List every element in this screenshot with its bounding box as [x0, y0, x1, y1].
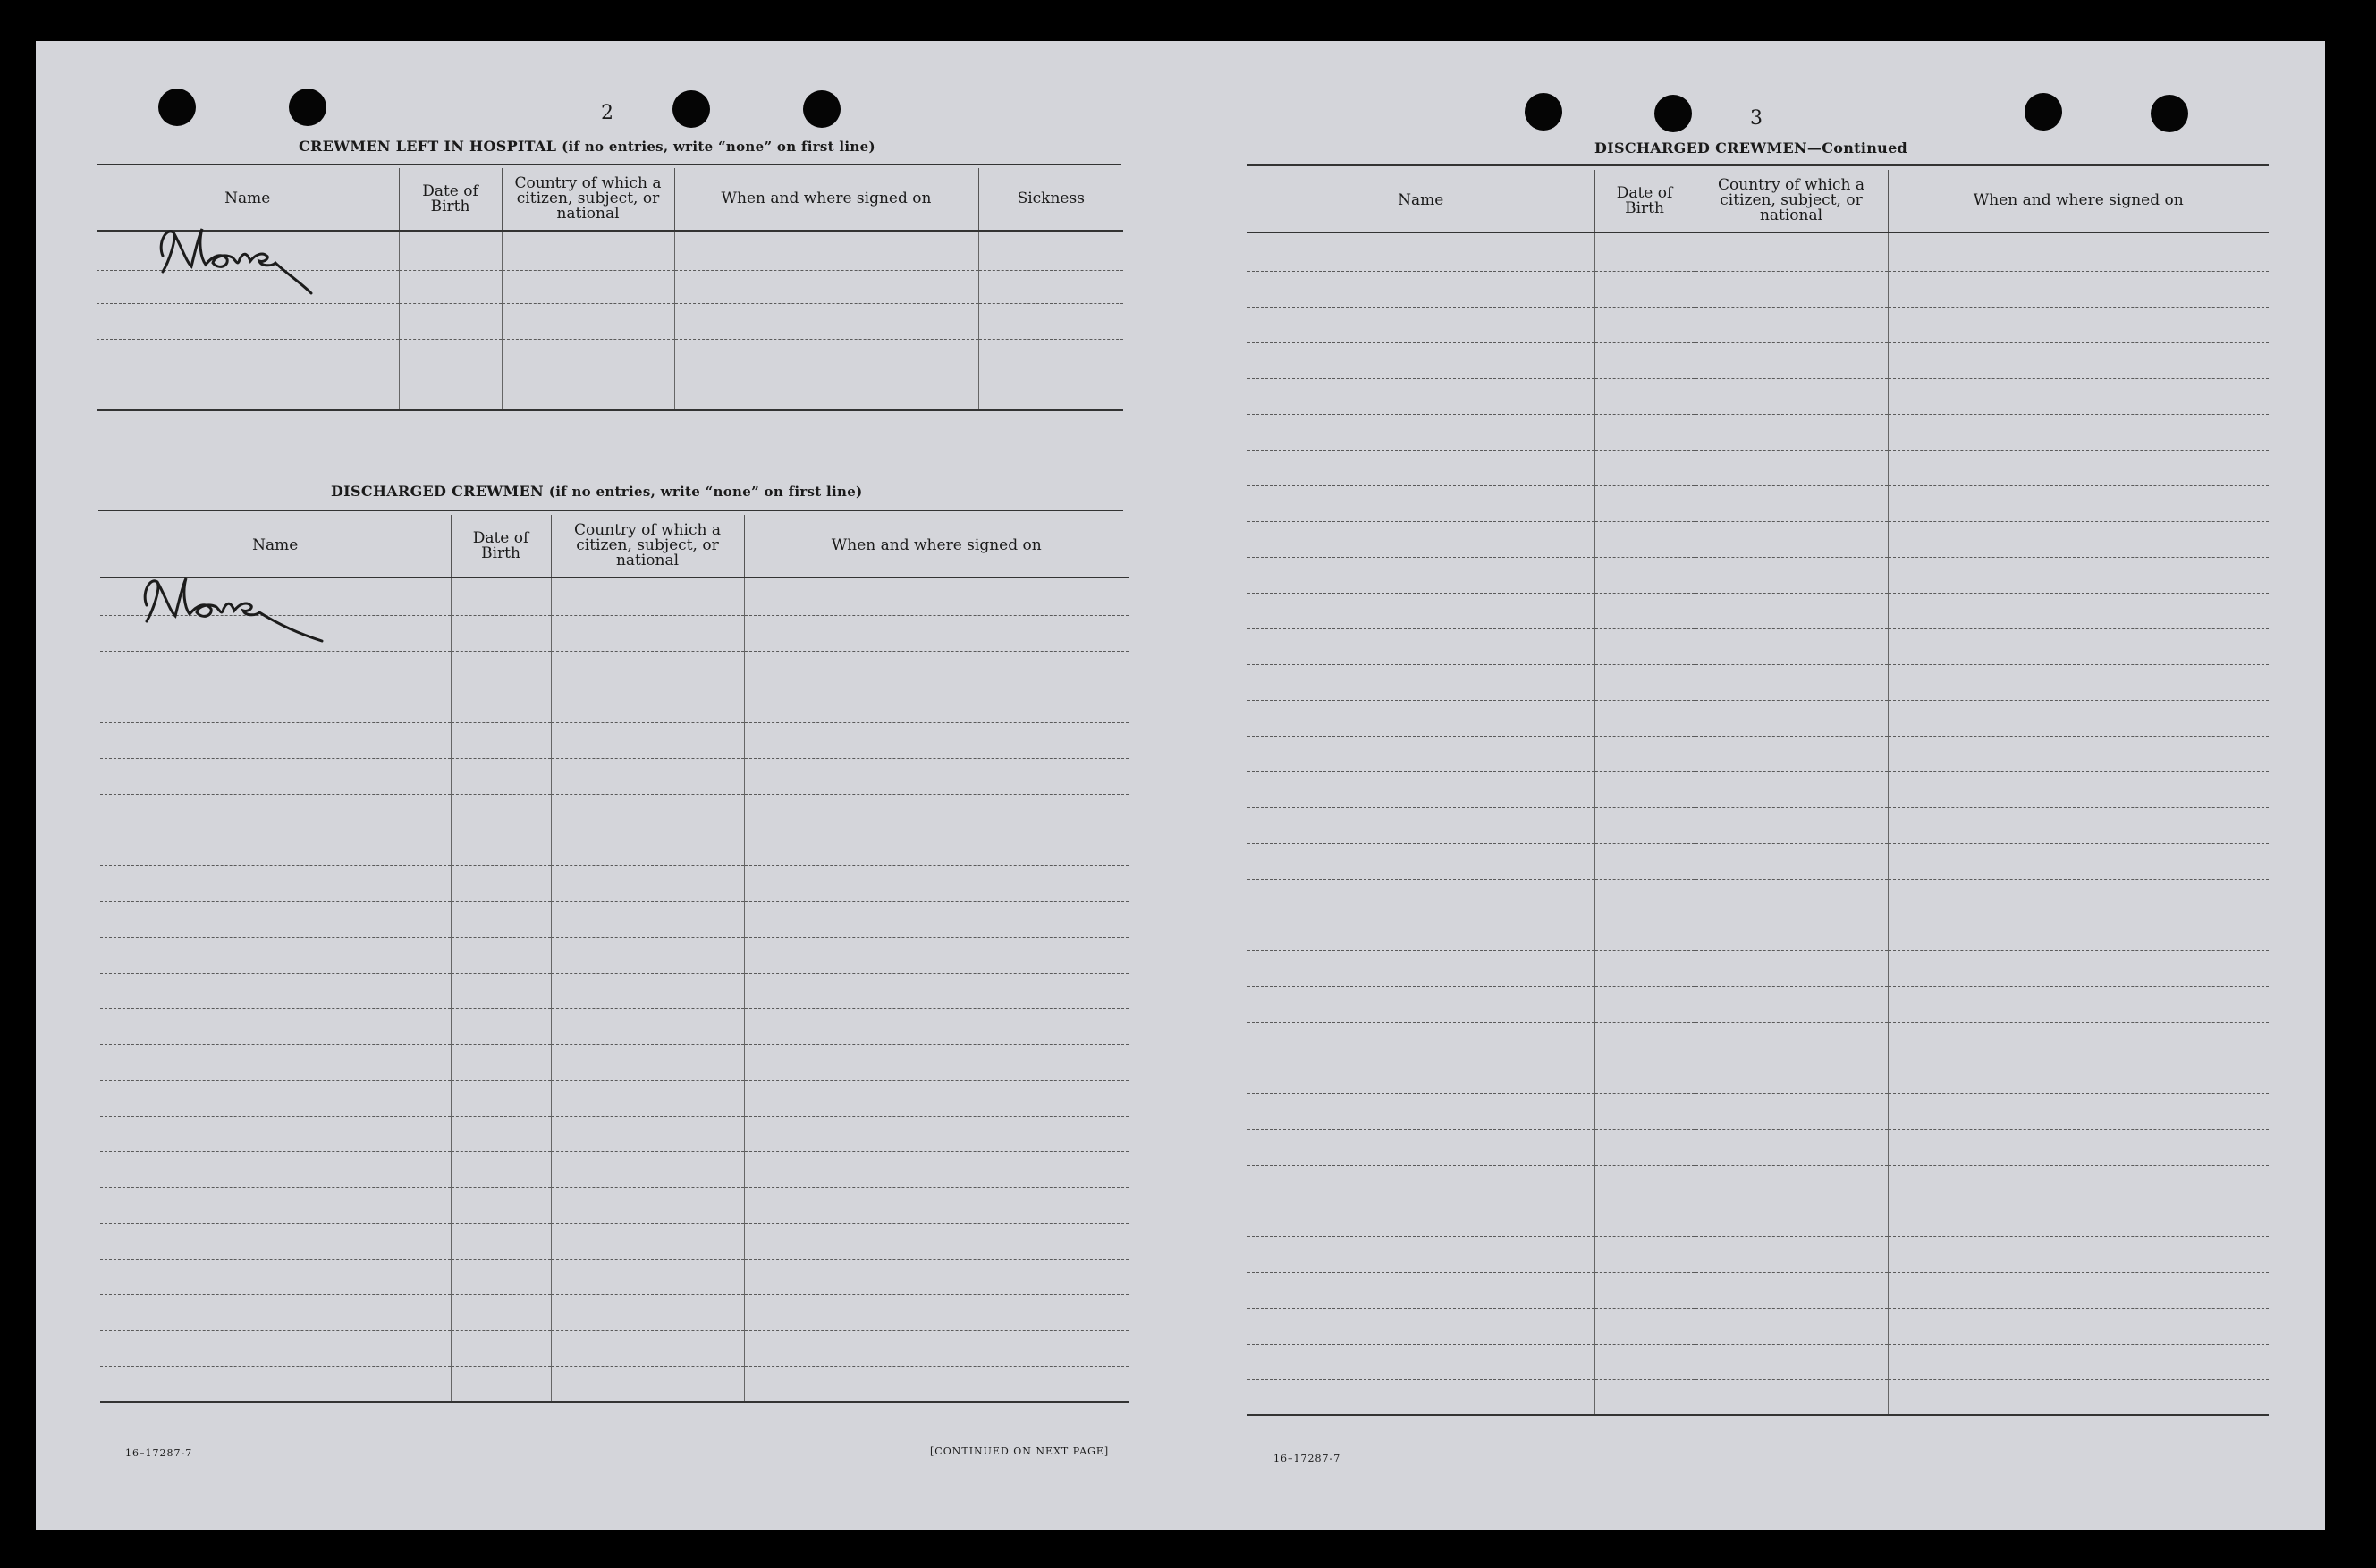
table-cell [1695, 1022, 1888, 1058]
table-cell [1247, 1344, 1594, 1379]
table-cell [674, 303, 978, 339]
discharged-note: (if no entries, write “none” on first line) [548, 484, 863, 500]
table-cell [1888, 414, 2269, 450]
table-cell [451, 1080, 551, 1116]
table-cell [100, 901, 451, 937]
table-cell [1247, 521, 1594, 557]
table-cell [451, 1330, 551, 1366]
table-cell [551, 901, 744, 937]
table-cell [502, 270, 674, 303]
page-number: 2 [601, 102, 613, 124]
table-cell [1695, 843, 1888, 879]
table-cell [1695, 232, 1888, 271]
table-cell [1695, 1308, 1888, 1344]
table-cell [1594, 664, 1695, 700]
table-cell [744, 1044, 1129, 1080]
table-cell [1695, 915, 1888, 950]
table-cell [1247, 843, 1594, 879]
form-code: 16–17287-7 [1273, 1453, 1341, 1464]
table-cell [1695, 736, 1888, 771]
table-cell [551, 1223, 744, 1259]
discharged-table [100, 515, 1129, 1403]
table-cell [399, 270, 502, 303]
table-cell [1247, 771, 1594, 807]
table-cell [100, 577, 451, 615]
table-cell [1247, 1058, 1594, 1093]
table-cell [1594, 915, 1695, 950]
col-header-signed-on: When and where signed on [744, 515, 1129, 577]
table-cell [100, 1151, 451, 1187]
table-cell [1247, 1129, 1594, 1165]
table-cell [1594, 700, 1695, 736]
table-cell [97, 375, 399, 410]
table-cell [1695, 628, 1888, 664]
hospital-title: CREWMEN LEFT IN HOSPITAL [299, 138, 557, 155]
table-cell [1888, 450, 2269, 485]
table-cell [744, 1151, 1129, 1187]
table-cell [451, 830, 551, 865]
table-cell [744, 830, 1129, 865]
binder-hole [672, 90, 710, 128]
table-cell [978, 270, 1123, 303]
table-cell [451, 577, 551, 615]
table-cell [399, 339, 502, 375]
table-cell [1695, 1344, 1888, 1379]
section-title-hospital [299, 138, 875, 155]
table-cell [1594, 1379, 1695, 1415]
table-cell [1247, 1308, 1594, 1344]
table-cell [1888, 1308, 2269, 1344]
table-cell [1594, 521, 1695, 557]
table-cell [551, 615, 744, 651]
table-cell [744, 577, 1129, 615]
col-header-country: Country of which a citizen, subject, or national [502, 168, 674, 231]
top-rule [1247, 164, 2269, 166]
table-cell [1594, 1022, 1695, 1058]
continued-note: [CONTINUED ON NEXT PAGE] [930, 1446, 1110, 1457]
table-cell [1888, 557, 2269, 593]
table-cell [1247, 414, 1594, 450]
table-cell [1247, 450, 1594, 485]
table-cell [1247, 593, 1594, 628]
table-cell [744, 973, 1129, 1008]
binder-hole [2151, 95, 2188, 132]
table-cell [100, 865, 451, 901]
table-cell [1594, 1129, 1695, 1165]
table-cell [551, 1259, 744, 1294]
table-cell [1888, 1093, 2269, 1129]
table-cell [744, 1187, 1129, 1223]
table-cell [674, 339, 978, 375]
col-header-name: Name [1247, 170, 1594, 232]
table-cell [1695, 700, 1888, 736]
table-cell [1888, 700, 2269, 736]
table-cell [551, 1044, 744, 1080]
table-cell [1594, 557, 1695, 593]
hospital-note: (if no entries, write “none” on first line) [562, 139, 875, 155]
table-cell [1888, 1129, 2269, 1165]
table-cell [744, 937, 1129, 973]
table-cell [551, 722, 744, 758]
table-cell [1247, 1379, 1594, 1415]
table-cell [1888, 1236, 2269, 1272]
table-cell [1247, 986, 1594, 1022]
table-cell [451, 794, 551, 830]
table-cell [451, 1366, 551, 1402]
table-cell [1695, 1272, 1888, 1308]
table-cell [744, 1330, 1129, 1366]
table-cell [1247, 736, 1594, 771]
table-cell [1888, 378, 2269, 414]
table-cell [451, 722, 551, 758]
table-cell [1247, 557, 1594, 593]
table-cell [100, 1044, 451, 1080]
binder-hole [289, 89, 326, 126]
table-cell [97, 231, 399, 270]
table-cell [1888, 342, 2269, 378]
page-number: 3 [1750, 107, 1763, 130]
table-cell [100, 973, 451, 1008]
table-cell [1695, 342, 1888, 378]
table-cell [100, 1366, 451, 1402]
table-cell [1247, 1272, 1594, 1308]
table-cell [1594, 843, 1695, 879]
table-cell [1594, 950, 1695, 986]
table-cell [100, 651, 451, 687]
table-cell [1695, 1058, 1888, 1093]
table-cell [1247, 700, 1594, 736]
table-cell [1695, 307, 1888, 342]
table-cell [674, 270, 978, 303]
form-code: 16–17287-7 [125, 1447, 193, 1459]
table-cell [100, 830, 451, 865]
col-header-country: Country of which a citizen, subject, or national [551, 515, 744, 577]
table-cell [978, 231, 1123, 270]
table-cell [399, 231, 502, 270]
table-cell [1888, 1379, 2269, 1415]
table-cell [1247, 271, 1594, 307]
table-cell [1247, 232, 1594, 271]
table-cell [744, 1223, 1129, 1259]
table-cell [551, 794, 744, 830]
table-cell [1247, 628, 1594, 664]
table-cell [1247, 664, 1594, 700]
col-header-date-of-birth: Date of Birth [399, 168, 502, 231]
table-cell [100, 1223, 451, 1259]
table-cell [1695, 986, 1888, 1022]
table-cell [1594, 1093, 1695, 1129]
table-cell [1888, 307, 2269, 342]
table-cell [1247, 807, 1594, 843]
table-cell [1594, 879, 1695, 915]
table-cell [97, 339, 399, 375]
table-cell [1594, 807, 1695, 843]
table-cell [1888, 771, 2269, 807]
table-cell [1888, 232, 2269, 271]
table-cell [1888, 664, 2269, 700]
table-cell [100, 1294, 451, 1330]
binder-hole [2025, 93, 2062, 131]
section-title-discharged [331, 483, 862, 500]
table-cell [1888, 485, 2269, 521]
table-cell [1247, 1093, 1594, 1129]
table-cell [1888, 593, 2269, 628]
table-cell [1695, 521, 1888, 557]
table-cell [744, 1259, 1129, 1294]
table-cell [1888, 1201, 2269, 1236]
table-cell [1247, 879, 1594, 915]
table-cell [1594, 1165, 1695, 1201]
table-cell [100, 1008, 451, 1044]
table-cell [744, 901, 1129, 937]
table-cell [451, 1151, 551, 1187]
table-cell [1888, 1272, 2269, 1308]
col-header-signed-on: When and where signed on [674, 168, 978, 231]
table-cell [1888, 950, 2269, 986]
table-cell [1247, 1236, 1594, 1272]
binder-hole [1525, 93, 1562, 131]
table-cell [1888, 1058, 2269, 1093]
table-cell [744, 794, 1129, 830]
table-cell [1594, 628, 1695, 664]
table-cell [1695, 1165, 1888, 1201]
table-cell [674, 375, 978, 410]
table-cell [1888, 628, 2269, 664]
table-cell [744, 1294, 1129, 1330]
table-cell [1247, 1201, 1594, 1236]
table-cell [978, 375, 1123, 410]
table-cell [451, 615, 551, 651]
table-cell [1695, 664, 1888, 700]
table-cell [551, 830, 744, 865]
table-cell [451, 687, 551, 722]
table-cell [451, 1116, 551, 1151]
table-cell [1888, 807, 2269, 843]
table-cell [551, 937, 744, 973]
table-cell [451, 865, 551, 901]
table-cell [551, 1330, 744, 1366]
table-cell [1594, 485, 1695, 521]
table-cell [1594, 736, 1695, 771]
table-cell [1594, 1201, 1695, 1236]
table-cell [97, 270, 399, 303]
table-cell [744, 651, 1129, 687]
table-cell [451, 1187, 551, 1223]
table-cell [451, 937, 551, 973]
table-cell [1695, 950, 1888, 986]
table-cell [451, 1223, 551, 1259]
table-cell [1888, 271, 2269, 307]
table-cell [100, 794, 451, 830]
table-cell [551, 758, 744, 794]
table-cell [451, 1294, 551, 1330]
table-cell [551, 1366, 744, 1402]
col-header-sickness: Sickness [978, 168, 1123, 231]
table-cell [502, 303, 674, 339]
table-cell [551, 973, 744, 1008]
col-header-date-of-birth: Date of Birth [1594, 170, 1695, 232]
table-cell [1888, 736, 2269, 771]
table-cell [1247, 950, 1594, 986]
table-cell [1695, 450, 1888, 485]
table-cell [399, 375, 502, 410]
table-cell [1594, 378, 1695, 414]
table-cell [551, 687, 744, 722]
table-cell [1247, 485, 1594, 521]
table-cell [744, 1116, 1129, 1151]
table-cell [1594, 342, 1695, 378]
table-cell [1594, 271, 1695, 307]
table-cell [1594, 232, 1695, 271]
table-cell [1888, 1344, 2269, 1379]
table-cell [1594, 450, 1695, 485]
table-cell [978, 303, 1123, 339]
table-cell [551, 865, 744, 901]
col-header-date-of-birth: Date of Birth [451, 515, 551, 577]
table-cell [399, 303, 502, 339]
table-cell [551, 1080, 744, 1116]
table-cell [100, 1116, 451, 1151]
table-cell [100, 1330, 451, 1366]
table-cell [551, 651, 744, 687]
table-cell [97, 303, 399, 339]
table-cell [1888, 1022, 2269, 1058]
col-header-name: Name [97, 168, 399, 231]
table-cell [744, 1008, 1129, 1044]
table-cell [1695, 771, 1888, 807]
table-cell [1247, 342, 1594, 378]
table-cell [451, 1008, 551, 1044]
table-cell [744, 758, 1129, 794]
table-cell [1695, 1236, 1888, 1272]
table-cell [1247, 378, 1594, 414]
table-cell [551, 1151, 744, 1187]
table-cell [551, 1008, 744, 1044]
table-cell [451, 901, 551, 937]
table-cell [1594, 1344, 1695, 1379]
table-cell [1594, 1058, 1695, 1093]
table-cell [100, 758, 451, 794]
binder-hole [158, 89, 196, 126]
table-cell [744, 865, 1129, 901]
table-cell [1888, 915, 2269, 950]
table-cell [1888, 521, 2269, 557]
table-cell [502, 375, 674, 410]
table-cell [1888, 843, 2269, 879]
table-cell [1594, 1236, 1695, 1272]
table-cell [1695, 807, 1888, 843]
col-header-country: Country of which a citizen, subject, or national [1695, 170, 1888, 232]
table-cell [551, 1116, 744, 1151]
discharged-continued-table [1247, 170, 2269, 1416]
table-cell [1594, 1308, 1695, 1344]
table-cell [100, 1080, 451, 1116]
table-cell [451, 758, 551, 794]
table-cell [744, 1366, 1129, 1402]
table-cell [100, 1259, 451, 1294]
table-cell [551, 577, 744, 615]
top-rule [97, 164, 1121, 165]
hospital-table [97, 168, 1123, 411]
table-cell [1695, 1201, 1888, 1236]
table-cell [1695, 879, 1888, 915]
table-cell [100, 1187, 451, 1223]
table-cell [1888, 1165, 2269, 1201]
table-cell [978, 339, 1123, 375]
table-cell [1695, 485, 1888, 521]
table-cell [451, 973, 551, 1008]
table-cell [1594, 771, 1695, 807]
table-cell [551, 1294, 744, 1330]
table-cell [451, 1259, 551, 1294]
discharged-title: DISCHARGED CREWMEN [331, 483, 544, 500]
table-cell [1594, 414, 1695, 450]
table-cell [744, 687, 1129, 722]
table-cell [1695, 1129, 1888, 1165]
table-cell [744, 615, 1129, 651]
table-cell [551, 1187, 744, 1223]
col-header-name: Name [100, 515, 451, 577]
table-cell [1247, 1165, 1594, 1201]
table-cell [1247, 915, 1594, 950]
table-cell [1594, 1272, 1695, 1308]
table-cell [451, 1044, 551, 1080]
table-cell [1695, 1379, 1888, 1415]
table-cell [502, 339, 674, 375]
table-cell [502, 231, 674, 270]
table-cell [100, 687, 451, 722]
table-cell [100, 722, 451, 758]
binder-hole [1654, 95, 1692, 132]
table-cell [100, 615, 451, 651]
table-cell [451, 651, 551, 687]
table-cell [1594, 307, 1695, 342]
table-cell [1695, 593, 1888, 628]
table-cell [1594, 986, 1695, 1022]
table-cell [744, 722, 1129, 758]
table-cell [1695, 414, 1888, 450]
table-cell [100, 937, 451, 973]
table-cell [674, 231, 978, 270]
table-cell [744, 1080, 1129, 1116]
table-cell [1695, 271, 1888, 307]
table-cell [1594, 593, 1695, 628]
table-cell [1695, 378, 1888, 414]
table-cell [1888, 986, 2269, 1022]
table-cell [1695, 557, 1888, 593]
table-cell [1247, 1022, 1594, 1058]
binder-hole [803, 90, 841, 128]
table-cell [1247, 307, 1594, 342]
top-rule [98, 510, 1123, 511]
section-title-discharged-continued: DISCHARGED CREWMEN—Continued [1594, 139, 1908, 156]
table-cell [1695, 1093, 1888, 1129]
table-cell [1888, 879, 2269, 915]
col-header-signed-on: When and where signed on [1888, 170, 2269, 232]
